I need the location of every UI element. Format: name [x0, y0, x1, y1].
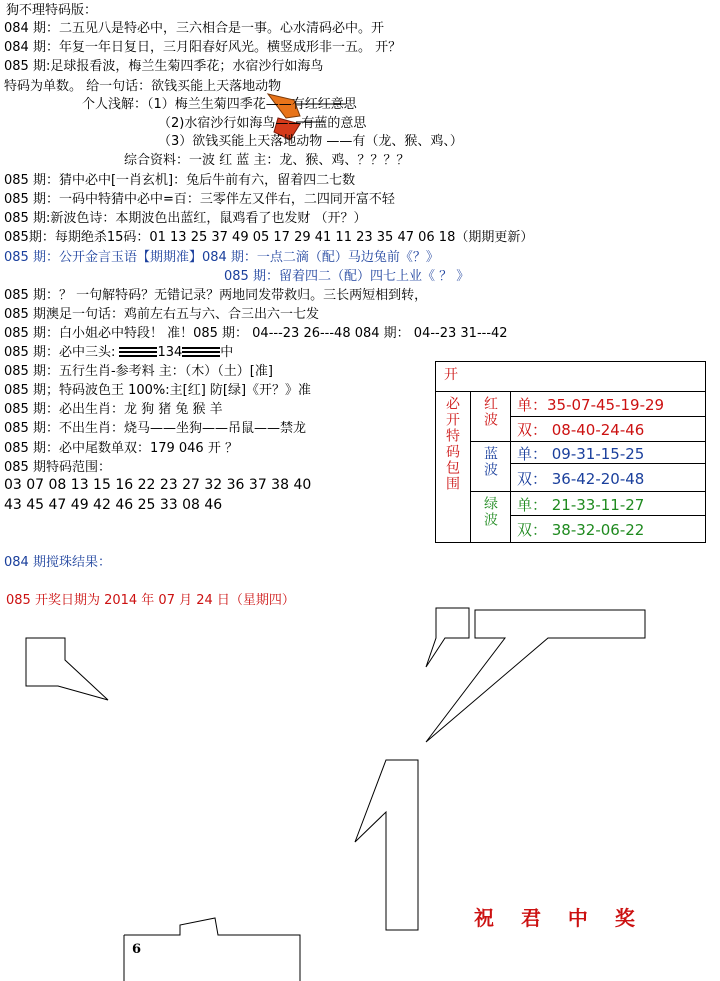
red-odd-numbers: 单：35-07-45-19-29 [511, 392, 705, 417]
text-line: 085期：每期绝杀15码：01 13 25 37 49 05 17 29 41 11 23 35 47 06 18（期期更新） [4, 230, 534, 245]
page-number: 6 [132, 942, 142, 957]
number-range-line: 43 45 47 49 42 46 25 33 08 46 [4, 497, 223, 513]
bubble-large-shape [426, 610, 645, 742]
text-line: 085 期:足球报看波，梅兰生菊四季花；水宿沙行如海鸟 [4, 59, 324, 74]
special-code-table [435, 361, 706, 543]
text-line: 085 期；特码波色王 100%:主[红] 防[绿]《开？》准 [4, 383, 312, 398]
red-even-numbers: 双： 08-40-24-46 [511, 417, 705, 442]
text-line: 085 期：必中尾数单双：179 046 开 ？ [4, 441, 238, 456]
green-wave-label: 绿波 [471, 492, 511, 542]
green-even-numbers: 双： 38-32-06-22 [517, 521, 645, 539]
green-odd-numbers: 单： 21-33-11-27 [511, 492, 705, 516]
table-header: 开 [436, 362, 705, 392]
text-line-heads [4, 344, 233, 361]
page-box-shape [124, 918, 300, 981]
block-marks-icon [119, 347, 157, 358]
red-wave-label: 红波 [471, 392, 511, 442]
blue-wave-label: 蓝波 [471, 442, 511, 492]
draw-date: 085 开奖日期为 2014 年 07 月 24 日（星期四） [6, 593, 295, 608]
text-line: 085 期：一码中特猜中必中=百：三零伴左又伴右，二四同开富不轻 [4, 192, 395, 207]
text-line: 085 期：留着四二（配）四七上业《 ？ 》 [224, 269, 470, 284]
blessing-text: 祝 君 中 奖 [474, 906, 645, 930]
text-line: 综合资料：一波 红 蓝 主：龙、猴、鸡、？？？？ [124, 153, 410, 168]
blue-even-numbers: 双： 36-42-20-48 [511, 464, 705, 492]
text-line: 085 期：白小姐必中特段！ 准！085 期： 04---23 26---48 084 期： 04--23 31---42 [4, 326, 508, 341]
heads-value: 134 [157, 345, 183, 360]
text-line: 085 期：不出生肖：烧马——坐狗——吊鼠——禁龙 [4, 421, 306, 436]
text-line: 084 期：年复一年日复日，三月阳春好风光。横竖成形非一五。 开？ [4, 40, 402, 55]
bubble-left-shape [26, 638, 108, 700]
text-line: 个人浅解：（1）梅兰生菊四季花——有红红意思 [82, 97, 357, 112]
text-line: 084 期：二五见八是特必中，三六相合是一事。心水清码必中。开 [4, 21, 384, 36]
heads-label: 085 期：必中三头: [4, 345, 116, 360]
block-marks-icon [182, 347, 220, 358]
number-range-line: 03 07 08 13 15 16 22 23 27 32 36 37 38 40 [4, 477, 312, 493]
draw-result-label: 084 期搅珠结果： [4, 555, 111, 570]
table-side-label: 必开特码包围 [436, 392, 471, 542]
text-line: 085 期：公开金言玉语【期期准】084 期：一点二滴（配）马边兔前《？》 [4, 250, 439, 265]
text-line: 085 期：猜中必中[一肖玄机]：兔后牛前有六，留着四二七数 [4, 173, 356, 188]
text-line: （2)水宿沙行如海鸟——有蓝的意思 [158, 116, 367, 131]
text-line: 085 期：？ 一句解特码？无错记录？两地同发带救归。三长两短相到转， [4, 288, 428, 303]
text-line: 085 期：五行生肖-参考料 主：（木）（土）[准] [4, 364, 273, 379]
blue-odd-numbers: 单： 09-31-15-25 [511, 442, 705, 464]
figure-one-shape [355, 760, 418, 930]
text-line: 特码为单数。 给一句话：欲钱买能上天落地动物 [4, 79, 282, 94]
text-line: 085 期澳足一句话：鸡前左右五与六、合三出六一七发 [4, 307, 319, 322]
text-line: 085 期:新波色诗：本期波色出蓝红，鼠鸡看了也发财 （开？） [4, 211, 367, 226]
text-line: 085 期：必出生肖：龙 狗 猪 兔 猴 羊 [4, 402, 223, 417]
text-line: 085 期特码范围： [4, 460, 111, 475]
bubble-small-shape [426, 608, 469, 667]
text-line: （3）欲钱买能上天落地动物 ——有（龙、猴、鸡、） [158, 134, 463, 149]
heads-suffix: 中 [220, 345, 234, 360]
page-title: 狗不理特码版： [6, 3, 98, 18]
